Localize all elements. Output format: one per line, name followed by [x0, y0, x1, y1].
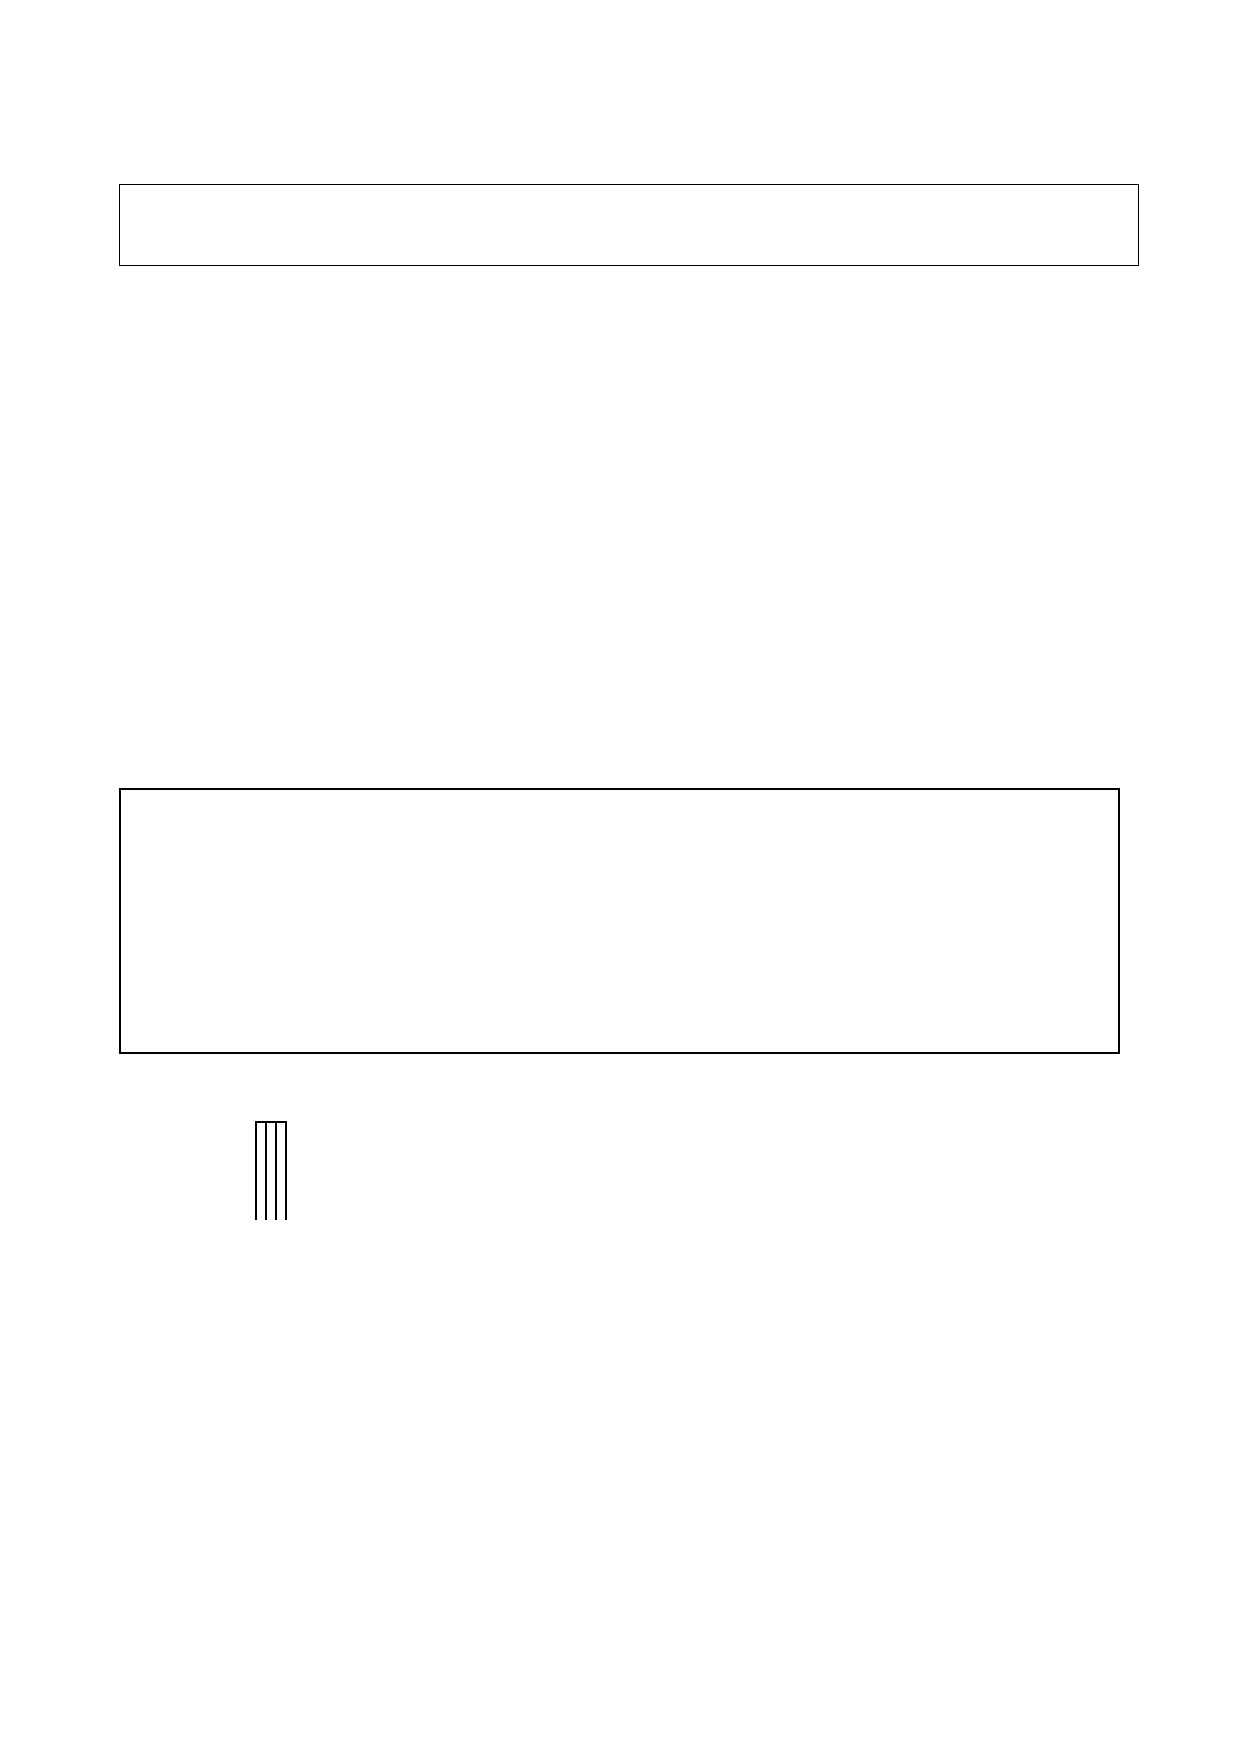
summary-box	[119, 184, 1139, 266]
header-respondents	[256, 1122, 266, 1193]
header-careful	[266, 1122, 276, 1193]
unit-not-careful	[276, 1193, 286, 1220]
header-empty	[119, 1122, 256, 1220]
chart-frame	[119, 788, 1120, 1054]
header-not-careful	[276, 1122, 286, 1193]
unit-respondents	[256, 1193, 266, 1220]
unit-careful	[266, 1193, 276, 1220]
detail-table	[119, 1121, 287, 1220]
stacked-bar-chart	[121, 790, 1118, 1052]
